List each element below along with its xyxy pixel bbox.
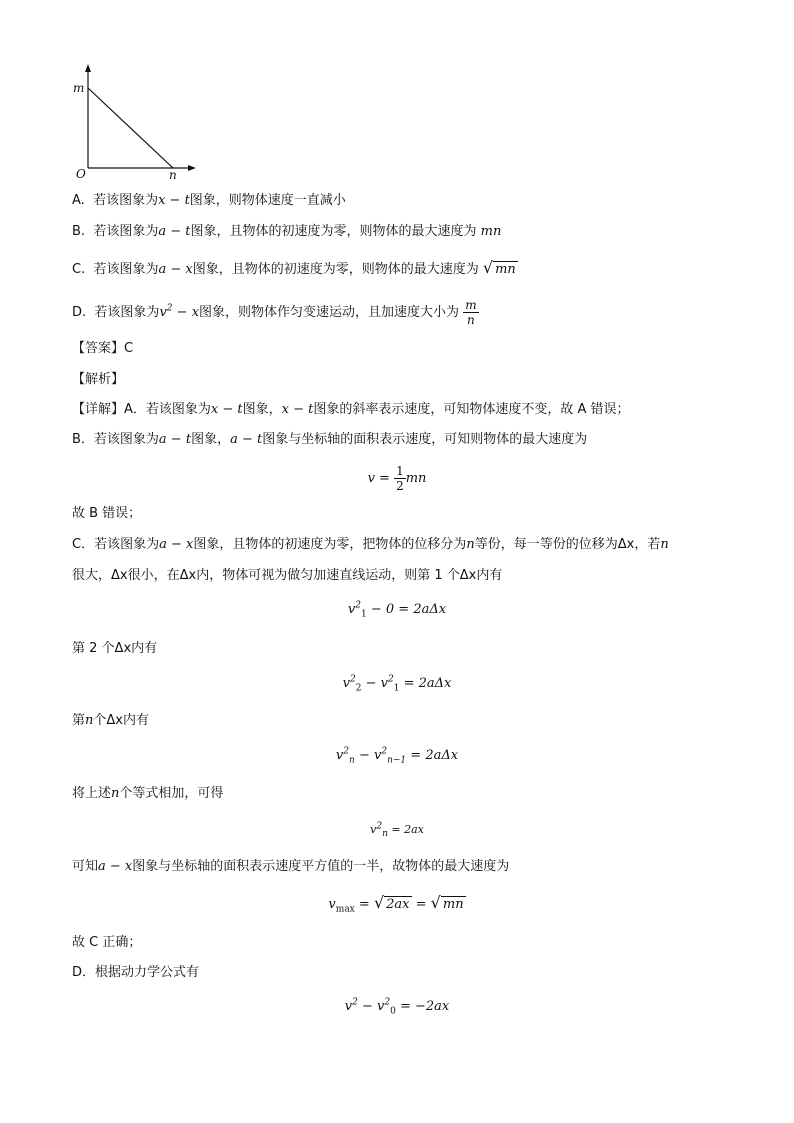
- axis-y-label: m: [73, 81, 85, 95]
- option-d: D. 若该图象为$v^2 - x$图象，则物体作匀变速运动，且加速度大小为 $\frac{m}{n}$: [72, 298, 477, 327]
- second-dx-line: 第 2 个Δx内有: [72, 641, 158, 656]
- detail-c-line1: C．若该图象为a − x图象，且物体的初速度为零，把物体的位移分为n等份，每一等份的位移为Δx，若n: [72, 537, 669, 552]
- know-line: 可知a − x图象与坐标轴的面积表示速度平方值的一半，故物体的最大速度为: [72, 859, 510, 874]
- y-axis-arrow: [85, 64, 91, 72]
- x-axis-arrow: [188, 165, 196, 171]
- equation-b: v = $\frac{1}{2}$ mn: [367, 464, 427, 493]
- option-d-label: D.: [72, 305, 87, 320]
- equation-1: $v^2_1 - 0 = 2a\Delta x$: [347, 600, 447, 620]
- sum-line: 将上述n个等式相加，可得: [72, 786, 224, 801]
- option-a-label: A.: [72, 193, 85, 208]
- option-a: A. 若该图象为x − t图象，则物体速度一直减小: [72, 193, 346, 208]
- graph-figure: [66, 62, 206, 180]
- detail-b-conclusion: 故 B 错误；: [72, 506, 142, 521]
- answer-value: C: [124, 341, 134, 356]
- equation-6: $v^2 - v^2_0 = -2ax$: [344, 997, 450, 1017]
- detail-c-line2: 很大，Δx很小，在Δx内，物体可视为做匀加速直线运动，则第 1 个Δx内有: [72, 568, 503, 583]
- nth-dx-line: 第n个Δx内有: [72, 713, 150, 728]
- option-c: C. 若该图象为a − x图象，且物体的初速度为零，则物体的最大速度为 √ mn: [72, 258, 516, 277]
- analysis-tag: 【解析】: [72, 372, 125, 387]
- axis-x-label: n: [169, 168, 177, 180]
- sqrt-mn: √ mn: [482, 258, 516, 277]
- equation-4: $v^2_n = 2ax$: [370, 821, 424, 840]
- answer-line: [72, 340, 133, 358]
- equation-5: $v_{max}$ = √ 2ax = √ mn: [328, 893, 464, 915]
- option-b: B. 若该图象为a − t图象，且物体的初速度为零，则物体的最大速度为 mn: [72, 224, 502, 239]
- option-c-label: C.: [72, 262, 86, 277]
- option-b-label: B.: [72, 224, 86, 239]
- graph-line: [88, 88, 173, 168]
- detail-c-conclusion: 故 C 正确；: [72, 935, 142, 950]
- equation-3: $v^2_n - v^2_{n-1} = 2a\Delta x$: [335, 746, 459, 766]
- detail-a: 【详解】A．若该图象为x − t图象，x − t图象的斜率表示速度，可知物体速度不变，故 A 错误；: [72, 402, 630, 417]
- fraction-m-over-n: $\frac{m}{n}$: [465, 298, 477, 327]
- detail-b: B．若该图象为a − t图象，a − t图象与坐标轴的面积表示速度，可知则物体的最大速度为: [72, 432, 588, 447]
- answer-tag: 【答案】: [72, 341, 125, 356]
- origin-label: O: [76, 167, 86, 180]
- equation-2: $v^2_2 - v^2_1 = 2a\Delta x$: [342, 674, 452, 694]
- detail-d: D．根据动力学公式有: [72, 965, 200, 980]
